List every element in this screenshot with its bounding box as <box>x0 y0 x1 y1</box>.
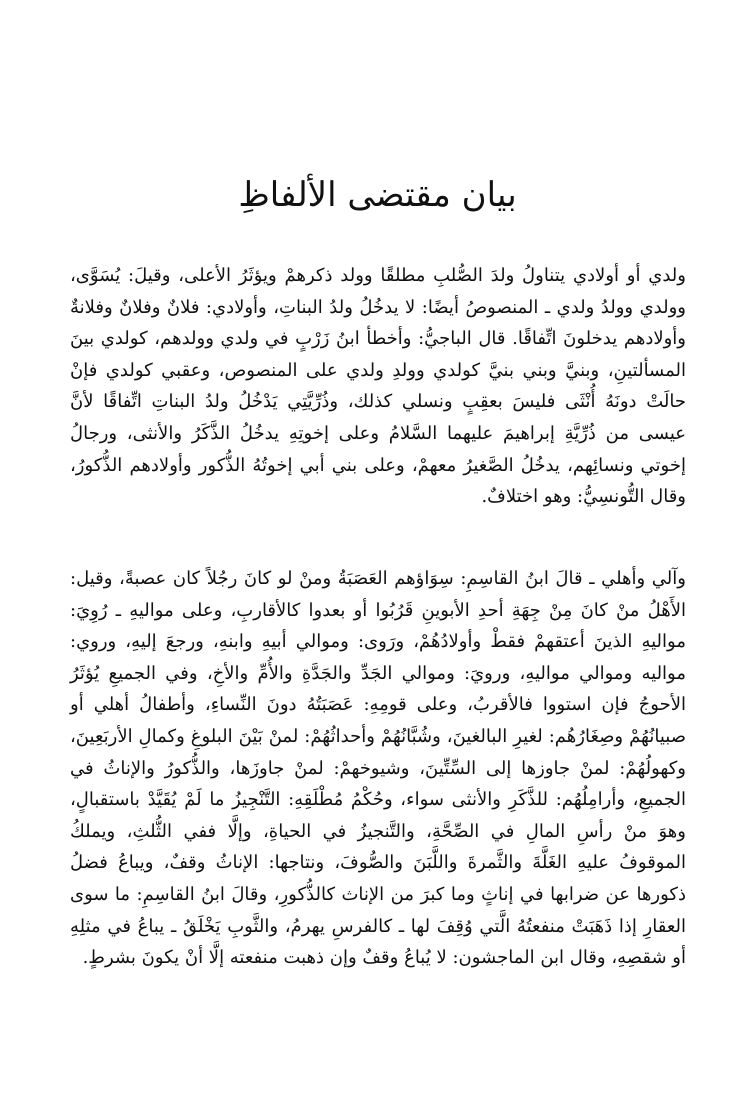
paragraph-text: ولدي أو أولادي يتناولُ ولدَ الصُّلبِ مطلقًا وولد ذكرهمْ ويؤثَرُ الأعلى، وقيلَ: يُسَوَّى، وولدي وولدُ ولدي ـ المنصوصُ أيضًا: لا يدخُلُ ولدُ البناتِ، وأولادي: فلانٌ وفلانٌ وفلانةٌ وأولادهم يدخلونَ اتِّفاقًا. قال الباجيُّ: وأخطأ ابنُ زَرْبٍ في ولدي وولدهم، كولدي بينَ المسألتينِ، وبنيَّ وبني بنيَّ كولدي وولدِ ولدي على المنصوص، وعقبي كولدي فإنْ حالَتْ دونَهُ أُنْثَى فليسَ بعقِبٍ ونسلي كذلك، وذُرِّيَّتِي يَدْخُلُ ولدُ البناتِ اتِّفاقًا لأنَّ عيسى من ذُرِّيَّةِ إبراهيمَ عليهما السَّلامُ وعلى إخوتِهِ يدخُلُ الذَّكَرُ والأنثى، ورجالُ إخوتي ونسائِهم، يدخُلُ الصَّغيرُ معهمْ، وعلى بني أبي إخوتُهُ الذُّكور وأولادهم الذُّكورُ، وقال التُّونسِيُّ: وهو اختلافٌ. <box>70 265 686 508</box>
body-paragraph-1 <box>70 260 686 513</box>
paragraph-text: وآلي وأهلي ـ قالَ ابنُ القاسِمِ: سِوَاؤهم العَصَبَةُ ومنْ لو كانَ رجُلاً كان عصبةً، وقيل: الأَهْلُ منْ كانَ مِنْ جِهَةِ أحدِ الأبوينِ قَرُبُوا أو بعدوا كالأقاربِ، وعلى مواليهِ ـ رُوِيَ: مواليهِ الذينَ أعتقهمْ فقطْ وأولادُهُمْ، ورَوى: وموالي أبيهِ وابنهِ، ورجعَ إليهِ، وروي: مواليه وموالي مواليهِ، ورويَ: وموالي الجَدِّ والجَدَّةِ والأُمِّ والأخِ، وفي الجميعِ يُؤثَرُ الأحوجُ فإن استووا فالأقربُ، وعلى قومِهِ: عَصَبَتُهُ دونَ النِّساءِ، وأطفالُ أهلي أو صبيانُهُمْ وصِغَارُهُم: لغيرِ البالغينَ، وشُبَّانُهُمْ وأحداثُهُمْ: لمنْ بَيْنَ البلوغِ وكمالِ الأربَعِينَ، وكهولُهُمْ: لمنْ جاوزها إلى السِّتِّينَ، وشيوخهمْ: لمنْ جاوزَها، والذُّكورُ والإناثُ في الجميعِ، وأرامِلُهُم: للذَّكَرِ والأنثى سواء، وحُكْمُ مُطْلَقِهِ: التَّنْجِيزُ ما لَمْ يُقَيَّدْ باستقبالٍ، وهوَ منْ رأسِ المالِ في الصِّحَّةِ، والتَّنجيزُ في الحياةِ، وإلَّا ففي الثُّلثِ، ويملكُ الموقوفُ عليهِ الغَلَّةَ والثَّمرةَ واللَّبَنَ والصُّوفَ، ونتاجها: الإناثُ وقفٌ، ويباعُ فضلُ ذكورها عن ضرابها في إناثٍ وما كبرَ من الإناث كالذُّكورِ، وقالَ ابنُ القاسِمِ: ما سوى العقارِ إذا ذَهَبَتْ منفعتُهُ الَّتي وُقِفَ لها ـ كالفرسِ يهرمُ، والثَّوبِ يَخْلَقُ ـ يباعُ في مثلِهِ أو شقصِهِ، وقال ابن الماجشون: لا يُباعُ وقفٌ وإن ذهبت منفعته إلَّا أنْ يكونَ بشرطٍ. <box>70 568 686 969</box>
page-title: بيان مقتضى الألفاظِ <box>238 174 517 215</box>
body-paragraph-2 <box>70 563 686 974</box>
